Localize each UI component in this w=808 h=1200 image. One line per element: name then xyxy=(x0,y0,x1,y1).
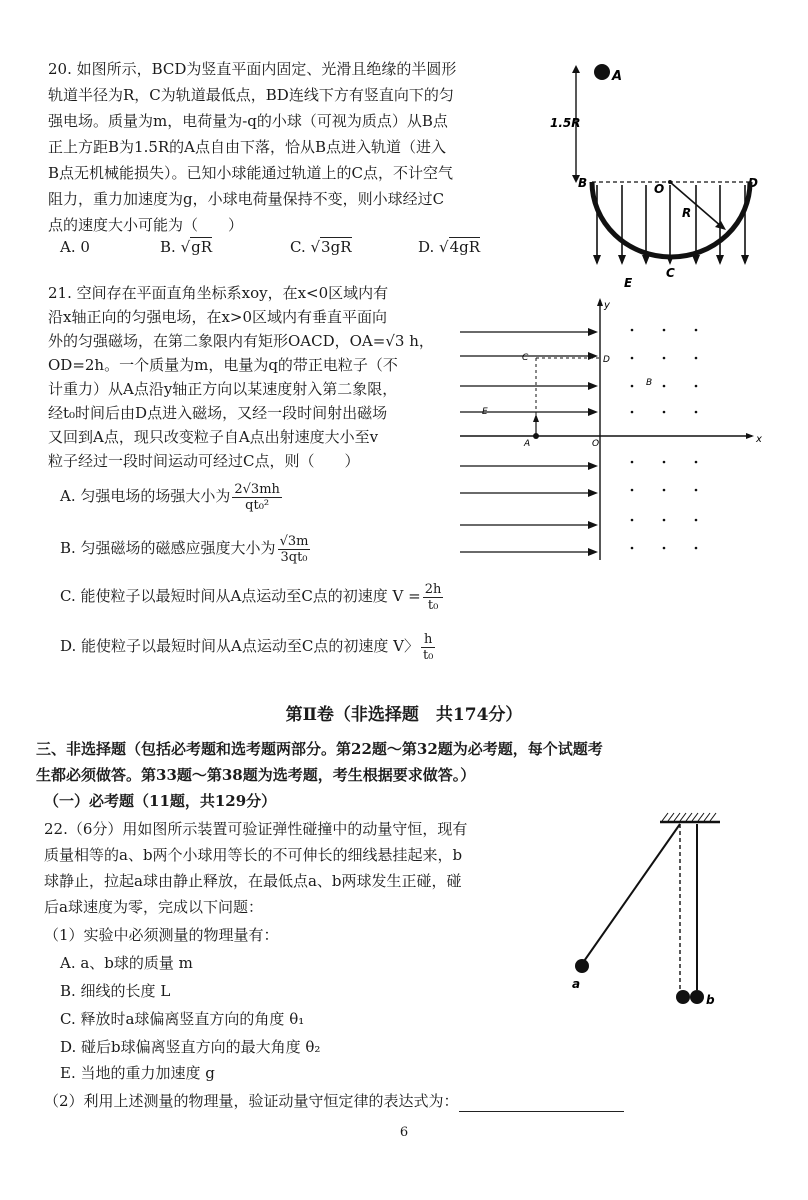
q20-option-c: C. √3gR xyxy=(290,238,352,256)
svg-text:B: B xyxy=(646,378,653,388)
q20-option-b: B. √gR xyxy=(160,238,213,256)
q20-line: B点无机械能损失）。已知小球能通过轨道上的C点，不计空气 xyxy=(48,164,454,182)
svg-text:A: A xyxy=(524,439,531,449)
svg-text:D: D xyxy=(603,355,610,365)
q21-line: 外的匀强磁场，在第二象限内有矩形OACD，OA=√3 h， xyxy=(48,332,434,350)
particle-icon xyxy=(533,433,539,439)
q22-item: C. 释放时a球偏离竖直方向的角度 θ₁ xyxy=(60,1010,305,1028)
section-title: 第Ⅱ卷（非选择题 共174分） xyxy=(285,705,523,725)
q20-line: 阻力，重力加速度为g，小球电荷量保持不变，则小球经过C xyxy=(48,190,445,208)
svg-text:E: E xyxy=(624,276,633,290)
magnetic-field-dots xyxy=(631,329,698,550)
q22-line: 球静止，拉起a球由静止释放，在最低点a、b两球发生正碰，碰 xyxy=(44,872,462,890)
label-a: A xyxy=(612,69,623,84)
q20-line: 20. 如图所示，BCD为竖直平面内固定、光滑且绝缘的半圆形 xyxy=(48,60,457,78)
q20-option-d: D. √4gR xyxy=(418,238,481,256)
section-intro: 生都必须做答。第33题～第38题为选考题，考生根据要求做答。） xyxy=(36,766,476,784)
section-intro: 三、非选择题（包括必考题和选考题两部分。第22题～第32题为必考题，每个试题考 xyxy=(36,740,603,758)
ball-a-bottom-icon xyxy=(676,990,690,1004)
q20-line: 轨道半径为R，C为轨道最低点，BD连线下方有竖直向下的匀 xyxy=(48,86,454,104)
q22-item: B. 细线的长度 L xyxy=(60,982,171,1000)
q21-option-c: C. 能使粒子以最短时间从A点运动至C点的初速度 V = $\frac{2h}{\text{t₀}}$ xyxy=(60,581,442,613)
q22-line: 质量相等的a、b两个小球用等长的不可伸长的细线悬挂起来，b xyxy=(44,846,463,864)
q21-option-d: D. 能使粒子以最短时间从A点运动至C点的初速度 V〉 $\frac{h}{\text{t₀}}$ xyxy=(60,631,434,663)
q21-line: 21. 空间存在平面直角坐标系xoy，在x<0区域内有 xyxy=(48,284,389,302)
q21-line: OD=2h。一个质量为m，电量为q的带正电粒子（不 xyxy=(48,356,398,374)
q20-line: 正上方距B为1.5R的A点自由下落，恰从B点进入轨道（进入 xyxy=(48,138,447,156)
q21-line: 沿x轴正向的匀强电场，在x>0区域内有垂直平面向 xyxy=(48,308,388,326)
q21-line: 经t₀时间后由D点进入磁场，又经一段时间射出磁场 xyxy=(48,404,388,422)
q20-option-a: A. 0 xyxy=(60,238,90,256)
svg-text:C: C xyxy=(522,353,529,363)
svg-text:y: y xyxy=(604,300,610,311)
q22-line: 22.（6分）用如图所示装置可验证弹性碰撞中的动量守恒，现有 xyxy=(44,820,468,838)
q21-line: 粒子经过一段时间运动可经过C点，则（ ） xyxy=(48,452,360,470)
q22-line: 后a球速度为零，完成以下问题： xyxy=(44,898,263,916)
svg-text:C: C xyxy=(666,266,675,280)
svg-text:E: E xyxy=(482,407,488,417)
q21-figure xyxy=(460,290,770,570)
svg-text:x: x xyxy=(756,434,762,445)
svg-text:R: R xyxy=(682,206,692,220)
q22-item: E. 当地的重力加速度 g xyxy=(60,1064,215,1082)
ball-a-icon xyxy=(575,959,589,973)
page-number: 6 xyxy=(399,1125,409,1140)
svg-text:b: b xyxy=(706,993,715,1007)
ball-a-icon xyxy=(594,64,610,80)
label-height: 1.5R xyxy=(550,116,581,130)
section-subtitle: （一）必考题（11题，共129分） xyxy=(44,792,277,810)
svg-text:O: O xyxy=(592,439,600,449)
q21-line: 又回到A点，现只改变粒子自A点出射速度大小至v xyxy=(48,428,379,446)
q22-figure xyxy=(560,808,740,1038)
q22-item: A. a、b球的质量 m xyxy=(60,954,193,972)
answer-blank[interactable] xyxy=(459,1097,624,1112)
q22-item: D. 碰后b球偏离竖直方向的最大角度 θ₂ xyxy=(60,1038,321,1056)
semicircle-track xyxy=(592,182,750,257)
q22-part2: （2）利用上述测量的物理量，验证动量守恒定律的表达式为： xyxy=(44,1090,624,1112)
string-a xyxy=(582,824,680,964)
q22-part1: （1）实验中必须测量的物理量有： xyxy=(44,926,279,944)
svg-text:a: a xyxy=(572,977,581,991)
q21-option-a: A. 匀强电场的场强大小为 $\frac{2√3mh}{\text{qt₀²}}$ xyxy=(60,481,280,513)
q21-option-b: B. 匀强磁场的磁感应强度大小为 $\frac{√3m}{\text{3qt₀}}$ xyxy=(60,533,309,565)
svg-text:B: B xyxy=(578,176,588,190)
svg-text:O: O xyxy=(654,182,665,196)
q20-line: 点的速度大小可能为（ ） xyxy=(48,216,244,234)
q20-line: 强电场。质量为m，电荷量为-q的小球（可视为质点）从B点 xyxy=(48,112,448,130)
q21-line: 计重力）从A点沿y轴正方向以某速度射入第二象限， xyxy=(48,380,398,398)
q20-figure xyxy=(550,55,790,295)
svg-text:D: D xyxy=(748,176,758,190)
ball-b-icon xyxy=(690,990,704,1004)
